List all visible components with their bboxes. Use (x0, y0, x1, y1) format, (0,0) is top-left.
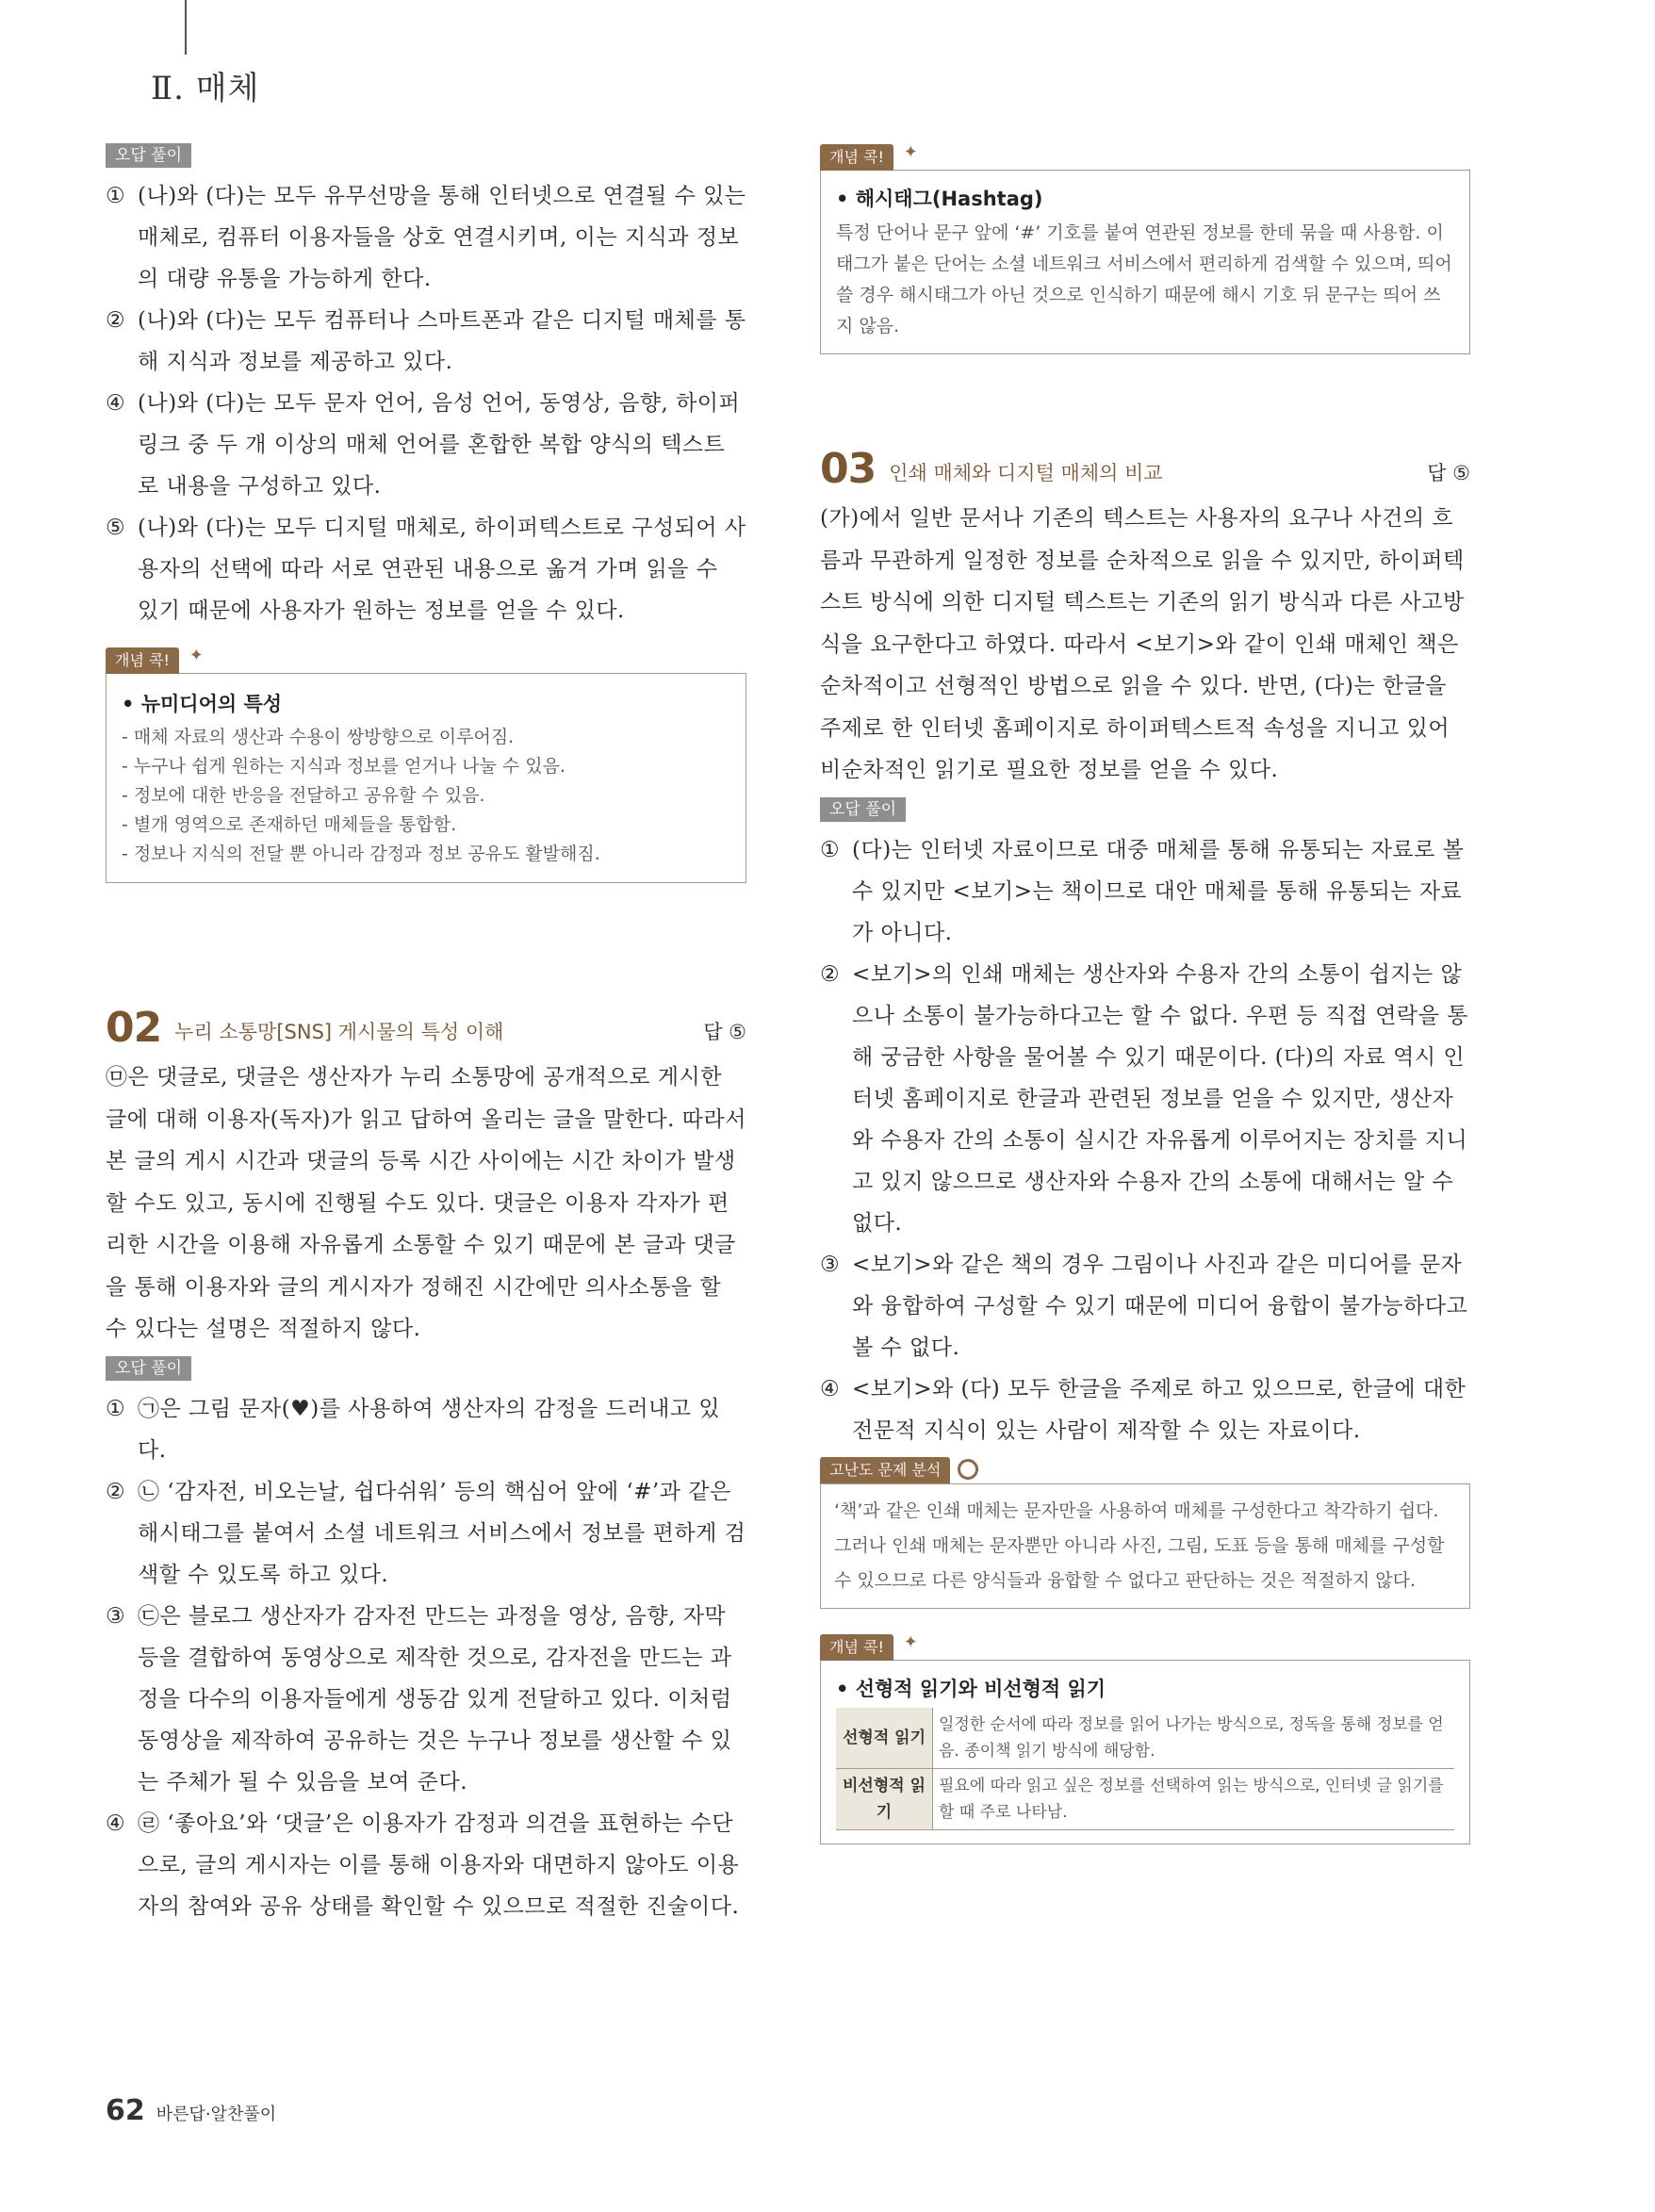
list-item: ② (나)와 (다)는 모두 컴퓨터나 스마트폰과 같은 디지털 매체를 통해 지식과 정보를 제공하고 있다. (106, 308, 746, 374)
section-number: 03 (820, 445, 877, 493)
concept-tag: 개념 콕! ✦ (820, 144, 893, 171)
wrong-answer-list (106, 175, 746, 631)
list-item: ④ <보기>와 (다) 모두 한글을 주제로 하고 있으므로, 한글에 대한 전문적 지식이 있는 사람이 제작할 수 있는 자료이다. (820, 1376, 1467, 1443)
concept-line: - 별개 영역으로 존재하던 매체들을 통합함. (122, 814, 457, 835)
concept-box-reading (820, 1631, 1470, 1844)
list-item: ③ <보기>와 같은 책의 경우 그림이나 사진과 같은 미디어를 문자와 융합하여 구성할 수 있기 때문에 미디어 융합이 불가능하다고 볼 수 없다. (820, 1252, 1468, 1360)
section-title: 누리 소통망[SNS] 게시물의 특성 이해 (174, 1021, 504, 1043)
concept-line: - 누구나 쉽게 원하는 지식과 정보를 얻거나 나눌 수 있음. (122, 756, 566, 777)
concept-title: • 뉴미디어의 특성 (122, 693, 283, 715)
table-header-cell: 비선형적 읽기 (836, 1768, 933, 1829)
list-item: ① ㉠은 그림 문자(♥)를 사용하여 생산자의 감정을 드러내고 있다. (106, 1396, 721, 1463)
cursor-sparkle-icon: ✦ (188, 646, 204, 665)
wrong-answer-tag: 오답 풀이 (820, 797, 906, 822)
wrong-answer-tag: 오답 풀이 (106, 143, 191, 168)
wrong-answer-tag: 오답 풀이 (106, 1356, 191, 1381)
cursor-sparkle-icon: ✦ (903, 142, 918, 162)
table-cell: 필요에 따라 읽고 싶은 정보를 선택하여 읽는 방식으로, 인터넷 글 읽기를 할 때 주로 나타남. (933, 1768, 1455, 1829)
concept-box-hashtag (820, 142, 1470, 354)
section-03-header (820, 445, 1470, 493)
list-item: ③ ㉢은 블로그 생산자가 감자전 만드는 과정을 영상, 음향, 자막 등을 결합하여 동영상으로 제작한 것으로, 감자전을 만드는 과정을 다수의 이용자들에게 생동감 있게 전달하고 있다. 이처럼 동영상을 제작하여 공유하는 것은 누구나 정보를 생산할 수 있는 주체가 될 수 있음을 보여 준다. (106, 1603, 732, 1794)
difficulty-block (820, 1457, 1470, 1609)
concept-line: - 정보나 지식의 전달 뿐 아니라 감정과 정보 공유도 활발해짐. (122, 844, 600, 864)
cursor-sparkle-icon: ✦ (903, 1631, 918, 1652)
difficulty-box (820, 1483, 1470, 1609)
list-item: ① (다)는 인터넷 자료이므로 대중 매체를 통해 유통되는 자료로 볼 수 있지만 <보기>는 책이므로 대안 매체를 통해 유통되는 자료가 아니다. (820, 837, 1465, 945)
concept-text: 특정 단어나 문구 앞에 ‘#’ 기호를 붙여 연관된 정보를 한데 묶을 때 사용함. 이 태그가 붙은 단어는 소셜 네트워크 서비스에서 편리하게 검색할 수 있으며, 띄어 쓸 경우 해시태그가 아닌 것으로 인식하기 때문에 해시 기호 뒤 문구는 띄어 쓰지 않음. (836, 222, 1452, 336)
wrong-answer-list (820, 829, 1470, 1451)
list-item: ① (나)와 (다)는 모두 유무선망을 통해 인터넷으로 연결될 수 있는 매체로, 컴퓨터 이용자들을 상호 연결시키며, 이는 지식과 정보의 대량 유통을 가능하게 한다. (106, 184, 746, 291)
left-column (106, 143, 746, 1927)
right-column (820, 141, 1470, 1844)
header-rule (185, 0, 187, 55)
list-item: ⑤ (나)와 (다)는 모두 디지털 매체로, 하이퍼텍스트로 구성되어 사용자의 선택에 따라 서로 연관된 내용으로 옮겨 가며 읽을 수 있기 때문에 사용자가 원하는 정보를 얻을 수 있다. (106, 516, 746, 623)
concept-title: • 선형적 읽기와 비선형적 읽기 (836, 1677, 1106, 1700)
concept-box-new-media (106, 646, 746, 883)
list-item: ④ (나)와 (다)는 모두 문자 언어, 음성 언어, 동영상, 음향, 하이퍼링크 중 두 개 이상의 매체 언어를 혼합한 복합 양식의 텍스트로 내용을 구성하고 있다. (106, 391, 741, 499)
table-row (836, 1708, 1454, 1769)
list-item: ④ ㉣ ‘좋아요’와 ‘댓글’은 이용자가 감정과 의견을 표현하는 수단으로, 글의 게시자는 이를 통해 이용자와 대면하지 않아도 이용자의 참여와 공유 상태를 확인할 수 있으므로 적절한 진술이다. (106, 1811, 740, 1919)
section-title: 인쇄 매체와 디지털 매체의 비교 (889, 462, 1163, 484)
table-header-cell: 선형적 읽기 (836, 1708, 933, 1769)
section-03-body: (가)에서 일반 문서나 기존의 텍스트는 사용자의 요구나 사건의 흐름과 무관하게 일정한 정보를 순차적으로 읽을 수 있지만, 하이퍼텍스트 방식에 의한 디지털 텍스트는 기존의 읽기 방식과 다른 사고방식을 요구한다고 하였다. 따라서 <보기>와 같이 인쇄 매체인 책은 순차적이고 선형적인 방법으로 읽을 수 있다. 반면, (다)는 한글을 주제로 한 인터넷 홈페이지로 하이퍼텍스트적 속성을 지니고 있어 비순차적인 읽기로 필요한 정보를 얻을 수 있다. (820, 506, 1465, 782)
magnifier-icon (958, 1459, 978, 1480)
section-02-body: ㉤은 댓글로, 댓글은 생산자가 누리 소통망에 공개적으로 게시한 글에 대해 이용자(독자)가 읽고 답하여 올리는 글을 말한다. 따라서 본 글의 게시 시간과 댓글의 등록 시간 사이에는 시간 차이가 발생할 수도 있고, 동시에 진행될 수도 있다. 댓글은 이용자 각자가 편리한 시간을 이용해 자유롭게 소통할 수 있기 때문에 본 글과 댓글을 통해 이용자와 글의 게시자가 정해진 시간에만 의사소통을 할 수 있다는 설명은 적절하지 않다. (106, 1065, 746, 1341)
wrong-answer-list (106, 1388, 746, 1927)
difficulty-tag: 고난도 문제 분석 (820, 1457, 950, 1483)
concept-tag: 개념 콕! ✦ (106, 647, 179, 674)
concept-tag: 개념 콕! ✦ (820, 1634, 893, 1661)
section-answer: 답 ⑤ (1427, 462, 1470, 484)
chapter-title: Ⅱ. 매체 (151, 70, 260, 107)
section-02-header (106, 1004, 746, 1052)
difficulty-text: ‘책’과 같은 인쇄 매체는 문자만을 사용하여 매체를 구성한다고 착각하기 쉽다. 그러나 인쇄 매체는 문자뿐만 아니라 사진, 그림, 도표 등을 통해 매체를 구성할 수 있으므로 다른 양식들과 융합할 수 없다고 판단하는 것은 적절하지 않다. (834, 1499, 1445, 1591)
list-item: ② <보기>의 인쇄 매체는 생산자와 수용자 간의 소통이 쉽지는 않으나 소통이 불가능하다고는 할 수 없다. 우편 등 직접 연락을 통해 궁금한 사항을 물어볼 수 있기 때문이다. (다)의 자료 역시 인터넷 홈페이지로 한글과 관련된 정보를 얻을 수 있지만, 생산자와 수용자 간의 소통이 실시간 자유롭게 이루어지는 장치를 지니고 있지 않으므로 생산자와 수용자 간의 소통에 대해서는 알 수 없다. (820, 961, 1468, 1236)
section-answer: 답 ⑤ (703, 1021, 746, 1043)
reading-table (836, 1708, 1454, 1830)
concept-line: - 매체 자료의 생산과 수용이 쌍방향으로 이루어짐. (122, 727, 515, 747)
concept-line: - 정보에 대한 반응을 전달하고 공유할 수 있음. (122, 785, 485, 806)
footer-label: 바른답·알찬풀이 (156, 2105, 277, 2124)
section-number: 02 (106, 1004, 162, 1052)
concept-title: • 해시태그(Hashtag) (836, 188, 1043, 210)
table-row (836, 1768, 1454, 1829)
table-cell: 일정한 순서에 따라 정보를 읽어 나가는 방식으로, 정독을 통해 정보를 얻음. 종이책 읽기 방식에 해당함. (933, 1708, 1455, 1769)
list-item: ② ㉡ ‘감자전, 비오는날, 쉽다쉬워’ 등의 핵심어 앞에 ‘#’과 같은 해시태그를 붙여서 소셜 네트워크 서비스에서 정보를 편하게 검색할 수 있도록 하고 있다. (106, 1479, 746, 1587)
page-footer (106, 2094, 276, 2127)
page-number: 62 (106, 2094, 145, 2127)
